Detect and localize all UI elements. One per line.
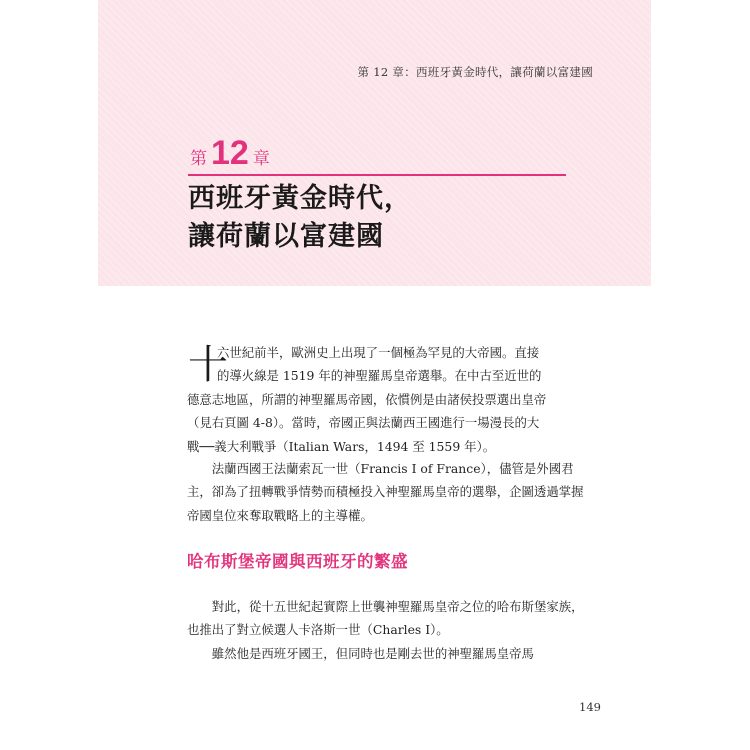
chapter-title-line-2: 讓荷蘭以富建國 xyxy=(188,221,384,252)
paragraph-4-text: 雖然他是西班牙國王，但同時也是剛去世的神聖羅馬皇帝馬 xyxy=(211,645,534,661)
book-page xyxy=(98,0,651,750)
paragraph-1-line: 的導火線是 1519 年的神聖羅馬皇帝選舉。在中古至近世的 xyxy=(217,368,542,384)
chapter-label xyxy=(190,136,270,170)
chapter-number: 12 xyxy=(211,134,249,172)
paragraph-2 xyxy=(187,457,589,527)
chapter-prefix: 第 xyxy=(190,149,207,169)
chapter-suffix: 章 xyxy=(252,149,270,169)
paragraph-1-line: 六世紀前半，歐洲史上出現了一個極為罕見的大帝國。直接 xyxy=(217,345,540,360)
paragraph-1-line: 德意志地區，所謂的神聖羅馬帝國，依慣例是由諸侯投票選出皇帝 xyxy=(187,391,547,407)
section-heading: 哈布斯堡帝國與西班牙的繁盛 xyxy=(187,552,408,571)
chapter-title-line-1: 西班牙黃金時代， xyxy=(188,183,412,214)
page-number: 149 xyxy=(579,700,601,714)
paragraph-2-text: 法蘭西國王法蘭索瓦一世（Francis I of France），儘管是外國君主，卻為了扭轉戰爭情勢而積極投入神聖羅馬皇帝的選舉，企圖透過掌握帝國皇位來奪取戰略上的主導權。 xyxy=(187,461,584,523)
chapter-rule xyxy=(188,174,566,176)
paragraph-1-line: （見右頁圖 4-8）。當時，帝國正與法蘭西王國進行一場漫長的大 xyxy=(187,415,540,431)
paragraph-1 xyxy=(187,341,589,458)
running-head: 第 12 章：西班牙黃金時代，讓荷蘭以富建國 xyxy=(357,65,593,79)
paragraph-3 xyxy=(187,595,589,665)
chapter-title xyxy=(188,180,412,256)
chapter-header-band xyxy=(98,0,651,286)
paragraph-3-text: 對此，從十五世紀起實際上世襲神聖羅馬皇帝之位的哈布斯堡家族，也推出了對立候選人卡洛斯一世（Charles I）。 xyxy=(187,599,584,638)
paragraph-1-line: 戰──義大利戰爭（Italian Wars，1494 至 1559 年）。 xyxy=(187,438,496,454)
drop-cap: 十 xyxy=(188,342,228,388)
